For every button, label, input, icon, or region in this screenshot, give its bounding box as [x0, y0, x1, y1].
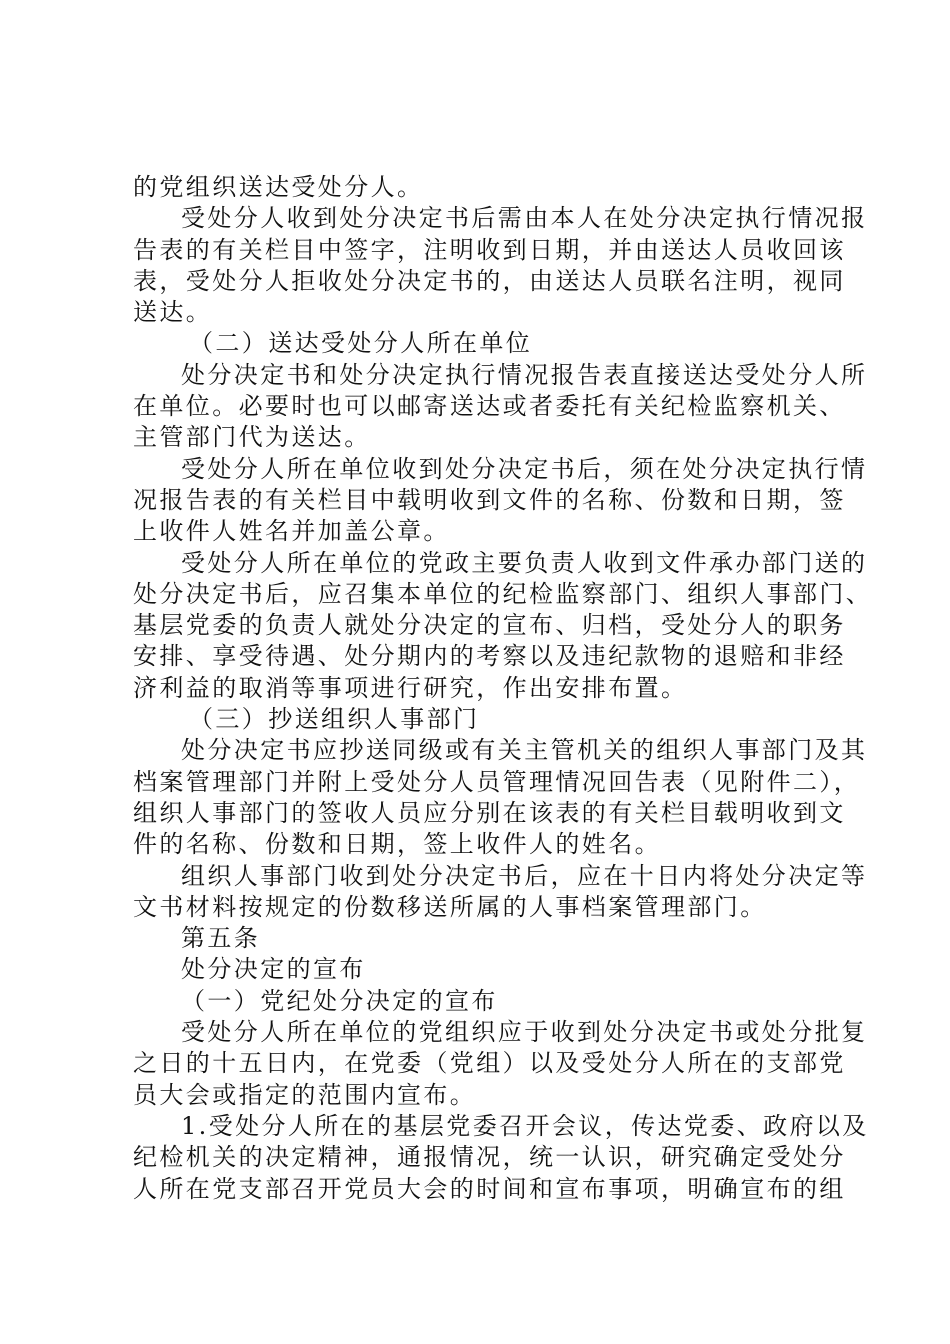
text-line: 在单位。必要时也可以邮寄送达或者委托有关纪检监察机关、	[133, 392, 846, 421]
text-line: 受处分人收到处分决定书后需由本人在处分决定执行情况报	[181, 204, 868, 233]
text-line: 档案管理部门并附上受处分人员管理情况回告表（见附件二），	[133, 767, 861, 796]
text-line: 1.受处分人所在的基层党委召开会议，传达党委、政府以及	[181, 1111, 869, 1140]
text-line: 文书材料按规定的份数移送所属的人事档案管理部门。	[133, 892, 767, 921]
text-line: 人所在党支部召开党员大会的时间和宣布事项，明确宣布的组	[133, 1174, 846, 1203]
text-line: 处分决定书和处分决定执行情况报告表直接送达受处分人所	[181, 360, 868, 389]
text-line: 的党组织送达受处分人。	[133, 173, 424, 201]
text-line: 之日的十五日内，在党委（党组）以及受处分人所在的支部党	[133, 1049, 846, 1078]
text-line: 受处分人所在单位的党组织应于收到处分决定书或处分批复	[181, 1018, 868, 1047]
text-line: 处分决定的宣布	[181, 955, 366, 984]
text-line: 基层党委的负责人就处分决定的宣布、归档，受处分人的职务	[133, 611, 846, 640]
text-line: 处分决定书后，应召集本单位的纪检监察部门、组织人事部门、	[133, 579, 873, 608]
document-body	[133, 172, 873, 1205]
text-line: 安排、享受待遇、处分期内的考察以及违纪款物的退赔和非经	[133, 642, 846, 671]
text-line: 表，受处分人拒收处分决定书的，由送达人员联名注明，视同	[133, 266, 846, 295]
text-line: 受处分人所在单位的党政主要负责人收到文件承办部门送的	[181, 548, 868, 577]
text-line: 受处分人所在单位收到处分决定书后，须在处分决定执行情	[181, 454, 868, 483]
text-line: 济利益的取消等事项进行研究，作出安排布置。	[133, 673, 688, 702]
text-line: 送达。	[133, 298, 213, 327]
text-line: 第五条	[181, 924, 261, 953]
text-line: 主管部门代为送达。	[133, 423, 371, 452]
text-line: 上收件人姓名并加盖公章。	[133, 517, 450, 546]
text-line: 组织人事部门收到处分决定书后，应在十日内将处分决定等	[181, 861, 868, 890]
text-line: 处分决定书应抄送同级或有关主管机关的组织人事部门及其	[181, 736, 868, 765]
text-line: 况报告表的有关栏目中载明收到文件的名称、份数和日期，签	[133, 485, 846, 514]
text-line: （一）党纪处分决定的宣布	[181, 986, 498, 1015]
text-line: 纪检机关的决定精神，通报情况，统一认识，研究确定受处分	[133, 1143, 846, 1172]
text-line: 告表的有关栏目中签字，注明收到日期，并由送达人员收回该	[133, 235, 846, 264]
text-line: 员大会或指定的范围内宣布。	[133, 1080, 477, 1109]
text-line: （三）抄送组织人事部门	[189, 705, 480, 734]
text-line: 件的名称、份数和日期，签上收件人的姓名。	[133, 830, 661, 859]
text-line: 组织人事部门的签收人员应分别在该表的有关栏目载明收到文	[133, 798, 846, 827]
text-line: （二）送达受处分人所在单位	[189, 329, 533, 358]
